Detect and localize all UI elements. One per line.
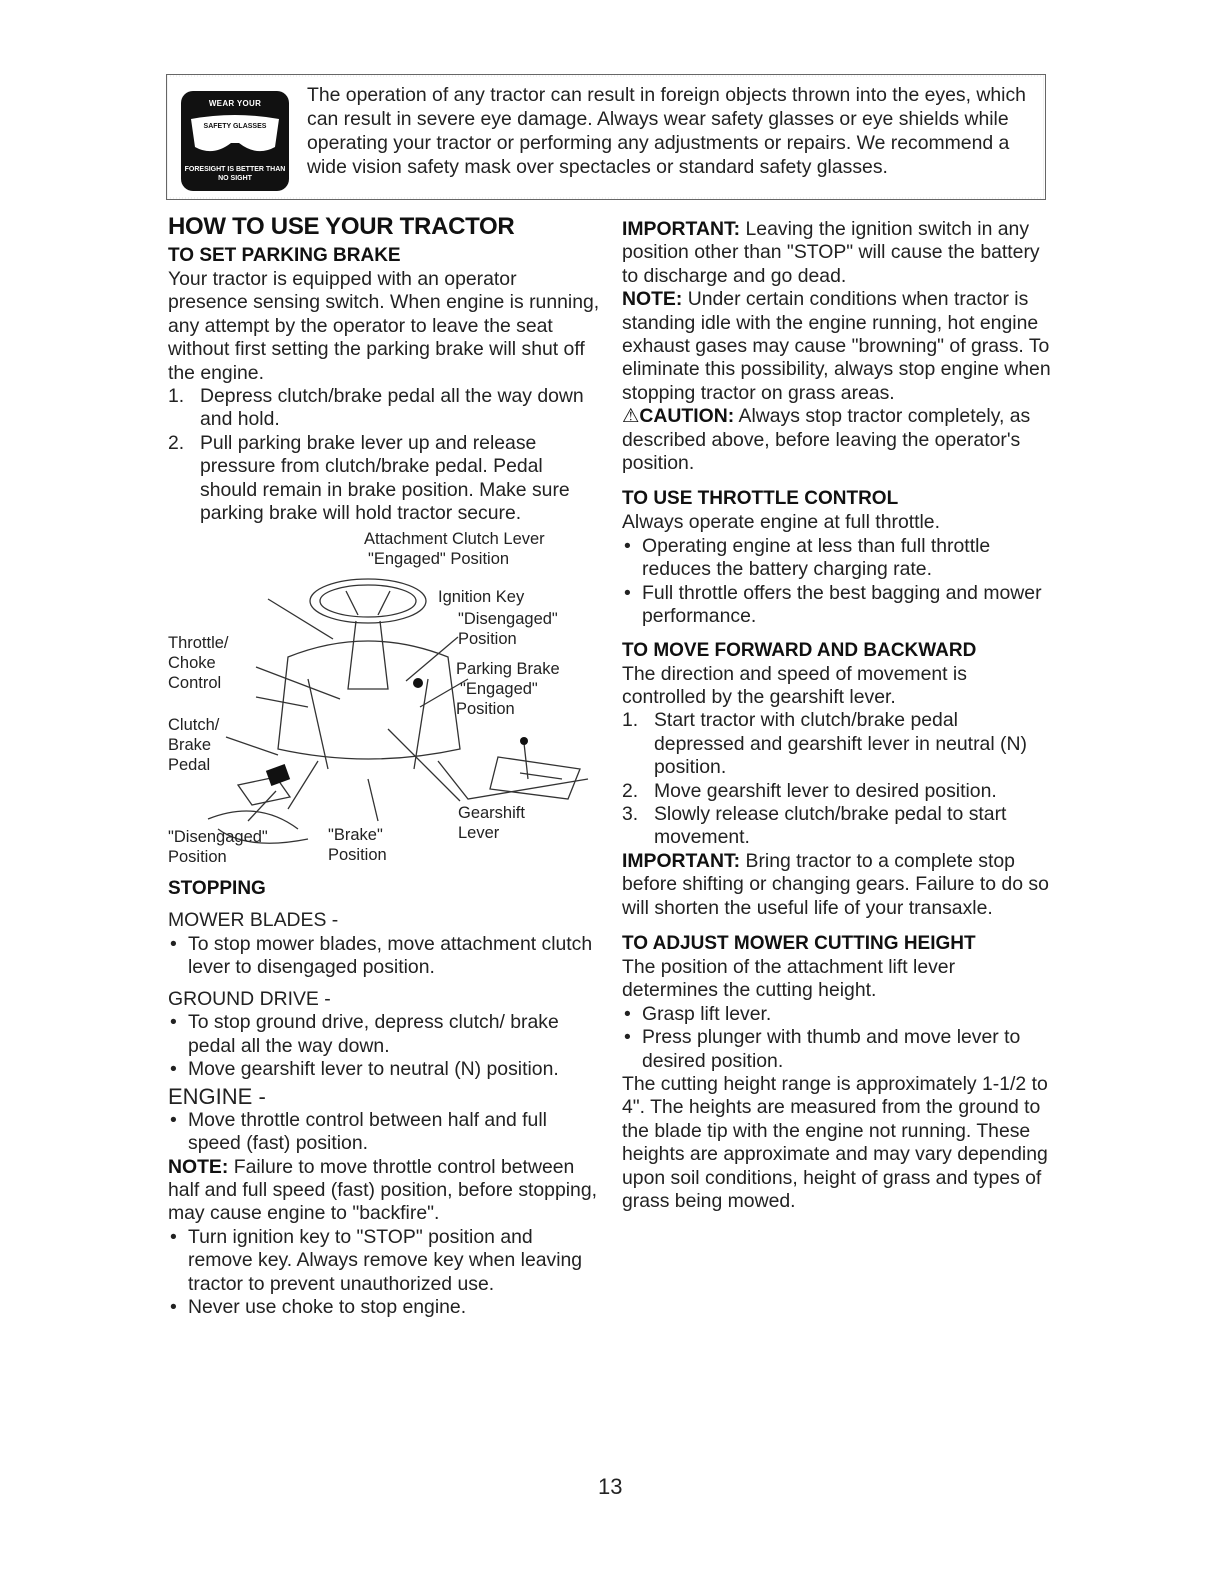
step-text: Move gearshift lever to desired position. bbox=[654, 779, 997, 802]
height-outro: The cutting height range is approximately 1-1/2 to 4". The heights are measured from the ground to the blade tip with the engine not running. These heights are approximate and may vary depending upon soil conditions, height of grass and types of grass being mowed. bbox=[622, 1073, 1048, 1213]
step-number: 2. bbox=[622, 779, 639, 802]
important-text: Bring tractor to a complete stop before shifting or changing gears. Failure to do so will shorten the useful life of your transaxle. bbox=[622, 849, 1049, 919]
lever-label: Lever bbox=[458, 824, 500, 843]
important-text: Leaving the ignition switch in any position other than "STOP" will cause the battery to discharge and go dead. bbox=[622, 218, 1040, 287]
height-list bbox=[622, 1003, 1052, 1073]
ground-drive-list bbox=[168, 1011, 600, 1081]
caution-label: CAUTION: bbox=[639, 405, 735, 428]
ignition-key-label: Ignition Key bbox=[438, 588, 525, 607]
bullet-text: To stop ground drive, depress clutch/ brake pedal all the way down. bbox=[188, 1011, 559, 1057]
attachment-clutch-label: Attachment Clutch Lever bbox=[364, 530, 545, 549]
parking-position-label: Position bbox=[456, 700, 515, 719]
move-important bbox=[622, 850, 1052, 920]
mower-blades-label: MOWER BLADES - bbox=[168, 909, 339, 932]
list-item bbox=[168, 432, 600, 526]
list-item bbox=[622, 780, 1052, 803]
page-number: 13 bbox=[598, 1474, 623, 1499]
note-text: Under certain conditions when tractor is standing idle with the engine running, hot engine exhaust gases may cause "browning" of grass. To eliminate this possibility, always stop engine when stopping tractor on grass areas. bbox=[622, 288, 1051, 404]
warning-text: The operation of any tractor can result in foreign objects thrown into the eyes, which can result in severe eye damage. Always wear safety glasses or eye shields while operating your tractor or performing any adjustments or repairs. We recommend a wide vision safety mask over spectacles or standard safety glasses. bbox=[307, 84, 1026, 178]
parking-steps bbox=[168, 385, 600, 525]
pedal-label: Pedal bbox=[168, 756, 211, 775]
list-item bbox=[622, 803, 1052, 850]
list-item: • Move throttle control between half and full speed (fast) position. bbox=[170, 1108, 547, 1155]
move-heading: TO MOVE FORWARD AND BACKWARD bbox=[622, 639, 977, 661]
bullet-text: Turn ignition key to "STOP" position and remove key. Always remove key when leaving tractor to prevent unauthorized use. bbox=[188, 1225, 583, 1295]
list-item: • Move gearshift lever to neutral (N) position. bbox=[170, 1057, 559, 1080]
final-stop-list bbox=[168, 1226, 600, 1320]
tractor-controls-figure bbox=[168, 529, 600, 869]
tractor-illustration bbox=[168, 529, 600, 869]
list-item: • To stop ground drive, depress clutch/ brake pedal all the way down. bbox=[170, 1011, 559, 1057]
section-title: HOW TO USE YOUR TRACTOR bbox=[168, 213, 515, 240]
bullet-text: Move throttle control between half and full speed (fast) position. bbox=[188, 1108, 547, 1155]
brake-label: Brake bbox=[168, 736, 212, 755]
parking-brake-heading: TO SET PARKING BRAKE bbox=[168, 245, 401, 266]
bullet-text: Never use choke to stop engine. bbox=[188, 1295, 467, 1318]
bullet-text: Operating engine at less than full throttle reduces the battery charging rate. bbox=[642, 534, 991, 581]
bullet-text: Full throttle offers the best bagging and mower performance. bbox=[642, 581, 1042, 628]
list-item: • To stop mower blades, move attachment clutch lever to disengaged position. bbox=[170, 932, 593, 979]
badge-middle-text: SAFETY GLASSES bbox=[203, 123, 267, 130]
step-number: 1. bbox=[622, 709, 639, 732]
parking-brake-label: Parking Brake bbox=[456, 660, 560, 679]
mower-blades-list bbox=[168, 933, 600, 980]
step-text: Pull parking brake lever up and release pressure from clutch/brake pedal. Pedal should remain in brake position. Make sure parking brake will hold tractor secure. bbox=[200, 431, 570, 525]
badge-bottom-text: FORESIGHT IS BETTER THAN NO SIGHT bbox=[184, 166, 286, 182]
badge-top-text: WEAR YOUR bbox=[208, 99, 262, 108]
step-text: Start tractor with clutch/brake pedal depressed and gearshift lever in neutral (N) position. bbox=[654, 709, 1027, 779]
step-number: 3. bbox=[622, 802, 639, 825]
pedal-position-label: Position bbox=[168, 848, 227, 867]
bullet-text: Grasp lift lever. bbox=[642, 1002, 772, 1025]
height-intro: The position of the attachment lift lever determines the cutting height. bbox=[622, 955, 956, 1002]
stopping-heading: STOPPING bbox=[168, 878, 266, 900]
throttle-label: Throttle/ bbox=[168, 634, 229, 653]
safety-glasses-badge bbox=[181, 91, 289, 191]
throttle-list bbox=[622, 535, 1052, 629]
safety-glasses-icon bbox=[187, 111, 283, 159]
control-label: Control bbox=[168, 674, 222, 693]
ground-drive-label: GROUND DRIVE - bbox=[168, 987, 331, 1010]
note-text: Failure to move throttle control between half and full speed (fast) position, before stopping, may cause engine to "backfire". bbox=[168, 1155, 598, 1225]
pedal-disengaged-label: "Disengaged" bbox=[168, 828, 268, 847]
important-ignition bbox=[622, 218, 1052, 288]
left-column bbox=[168, 212, 600, 1319]
brake-position-quote-label: "Brake" bbox=[328, 826, 383, 845]
engine-list bbox=[168, 1109, 600, 1156]
caution-note bbox=[622, 405, 1052, 475]
list-item bbox=[168, 385, 600, 432]
engaged-position-label: "Engaged" Position bbox=[368, 550, 510, 569]
important-label: IMPORTANT: bbox=[622, 218, 741, 240]
safety-warning-box bbox=[166, 74, 1046, 200]
brake-position-label: Position bbox=[328, 846, 387, 865]
step-text: Depress clutch/brake pedal all the way down and hold. bbox=[200, 385, 584, 431]
step-number: 1. bbox=[168, 385, 185, 408]
bullet-text: Move gearshift lever to neutral (N) position. bbox=[188, 1057, 559, 1080]
caution-warning-icon: ⚠ bbox=[622, 405, 640, 428]
height-heading: TO ADJUST MOWER CUTTING HEIGHT bbox=[622, 932, 976, 954]
important-label: IMPORTANT: bbox=[622, 849, 741, 872]
engine-label: ENGINE - bbox=[168, 1084, 266, 1110]
ignition-position-label: Position bbox=[458, 630, 517, 649]
step-text: Slowly release clutch/brake pedal to start movement. bbox=[654, 802, 1007, 849]
list-item bbox=[622, 709, 1052, 779]
throttle-heading: TO USE THROTTLE CONTROL bbox=[622, 488, 899, 510]
list-item: • Grasp lift lever. bbox=[624, 1002, 772, 1025]
clutch-label: Clutch/ bbox=[168, 716, 220, 735]
note-label: NOTE: bbox=[622, 288, 683, 311]
gearshift-label: Gearshift bbox=[458, 804, 525, 823]
stopping-note bbox=[168, 1156, 600, 1226]
right-column bbox=[622, 218, 1052, 1213]
browning-note bbox=[622, 288, 1052, 405]
list-item: • Operating engine at less than full throttle reduces the battery charging rate. bbox=[624, 534, 991, 581]
note-label: NOTE: bbox=[168, 1155, 229, 1178]
list-item: • Full throttle offers the best bagging and mower performance. bbox=[624, 581, 1042, 628]
throttle-intro: Always operate engine at full throttle. bbox=[622, 511, 940, 534]
list-item: • Never use choke to stop engine. bbox=[170, 1295, 467, 1318]
bullet-text: To stop mower blades, move attachment clutch lever to disengaged position. bbox=[188, 932, 593, 979]
caution-text: Always stop tractor completely, as described above, before leaving the operator's position. bbox=[622, 405, 1031, 475]
step-number: 2. bbox=[168, 431, 185, 454]
parking-intro: Your tractor is equipped with an operator presence sensing switch. When engine is running, any attempt by the operator to leave the seat without first setting the parking brake will shut off the engine. bbox=[168, 268, 600, 384]
move-steps bbox=[622, 709, 1052, 849]
bullet-text: Press plunger with thumb and move lever to desired position. bbox=[642, 1026, 1021, 1072]
list-item: • Press plunger with thumb and move lever to desired position. bbox=[624, 1026, 1021, 1072]
choke-label: Choke bbox=[168, 654, 216, 673]
list-item: • Turn ignition key to "STOP" position and remove key. Always remove key when leaving tractor to prevent unauthorized use. bbox=[170, 1225, 583, 1295]
ignition-disengaged-label: "Disengaged" bbox=[458, 610, 558, 629]
parking-engaged-label: "Engaged" bbox=[460, 680, 538, 699]
move-intro: The direction and speed of movement is controlled by the gearshift lever. bbox=[622, 662, 967, 708]
